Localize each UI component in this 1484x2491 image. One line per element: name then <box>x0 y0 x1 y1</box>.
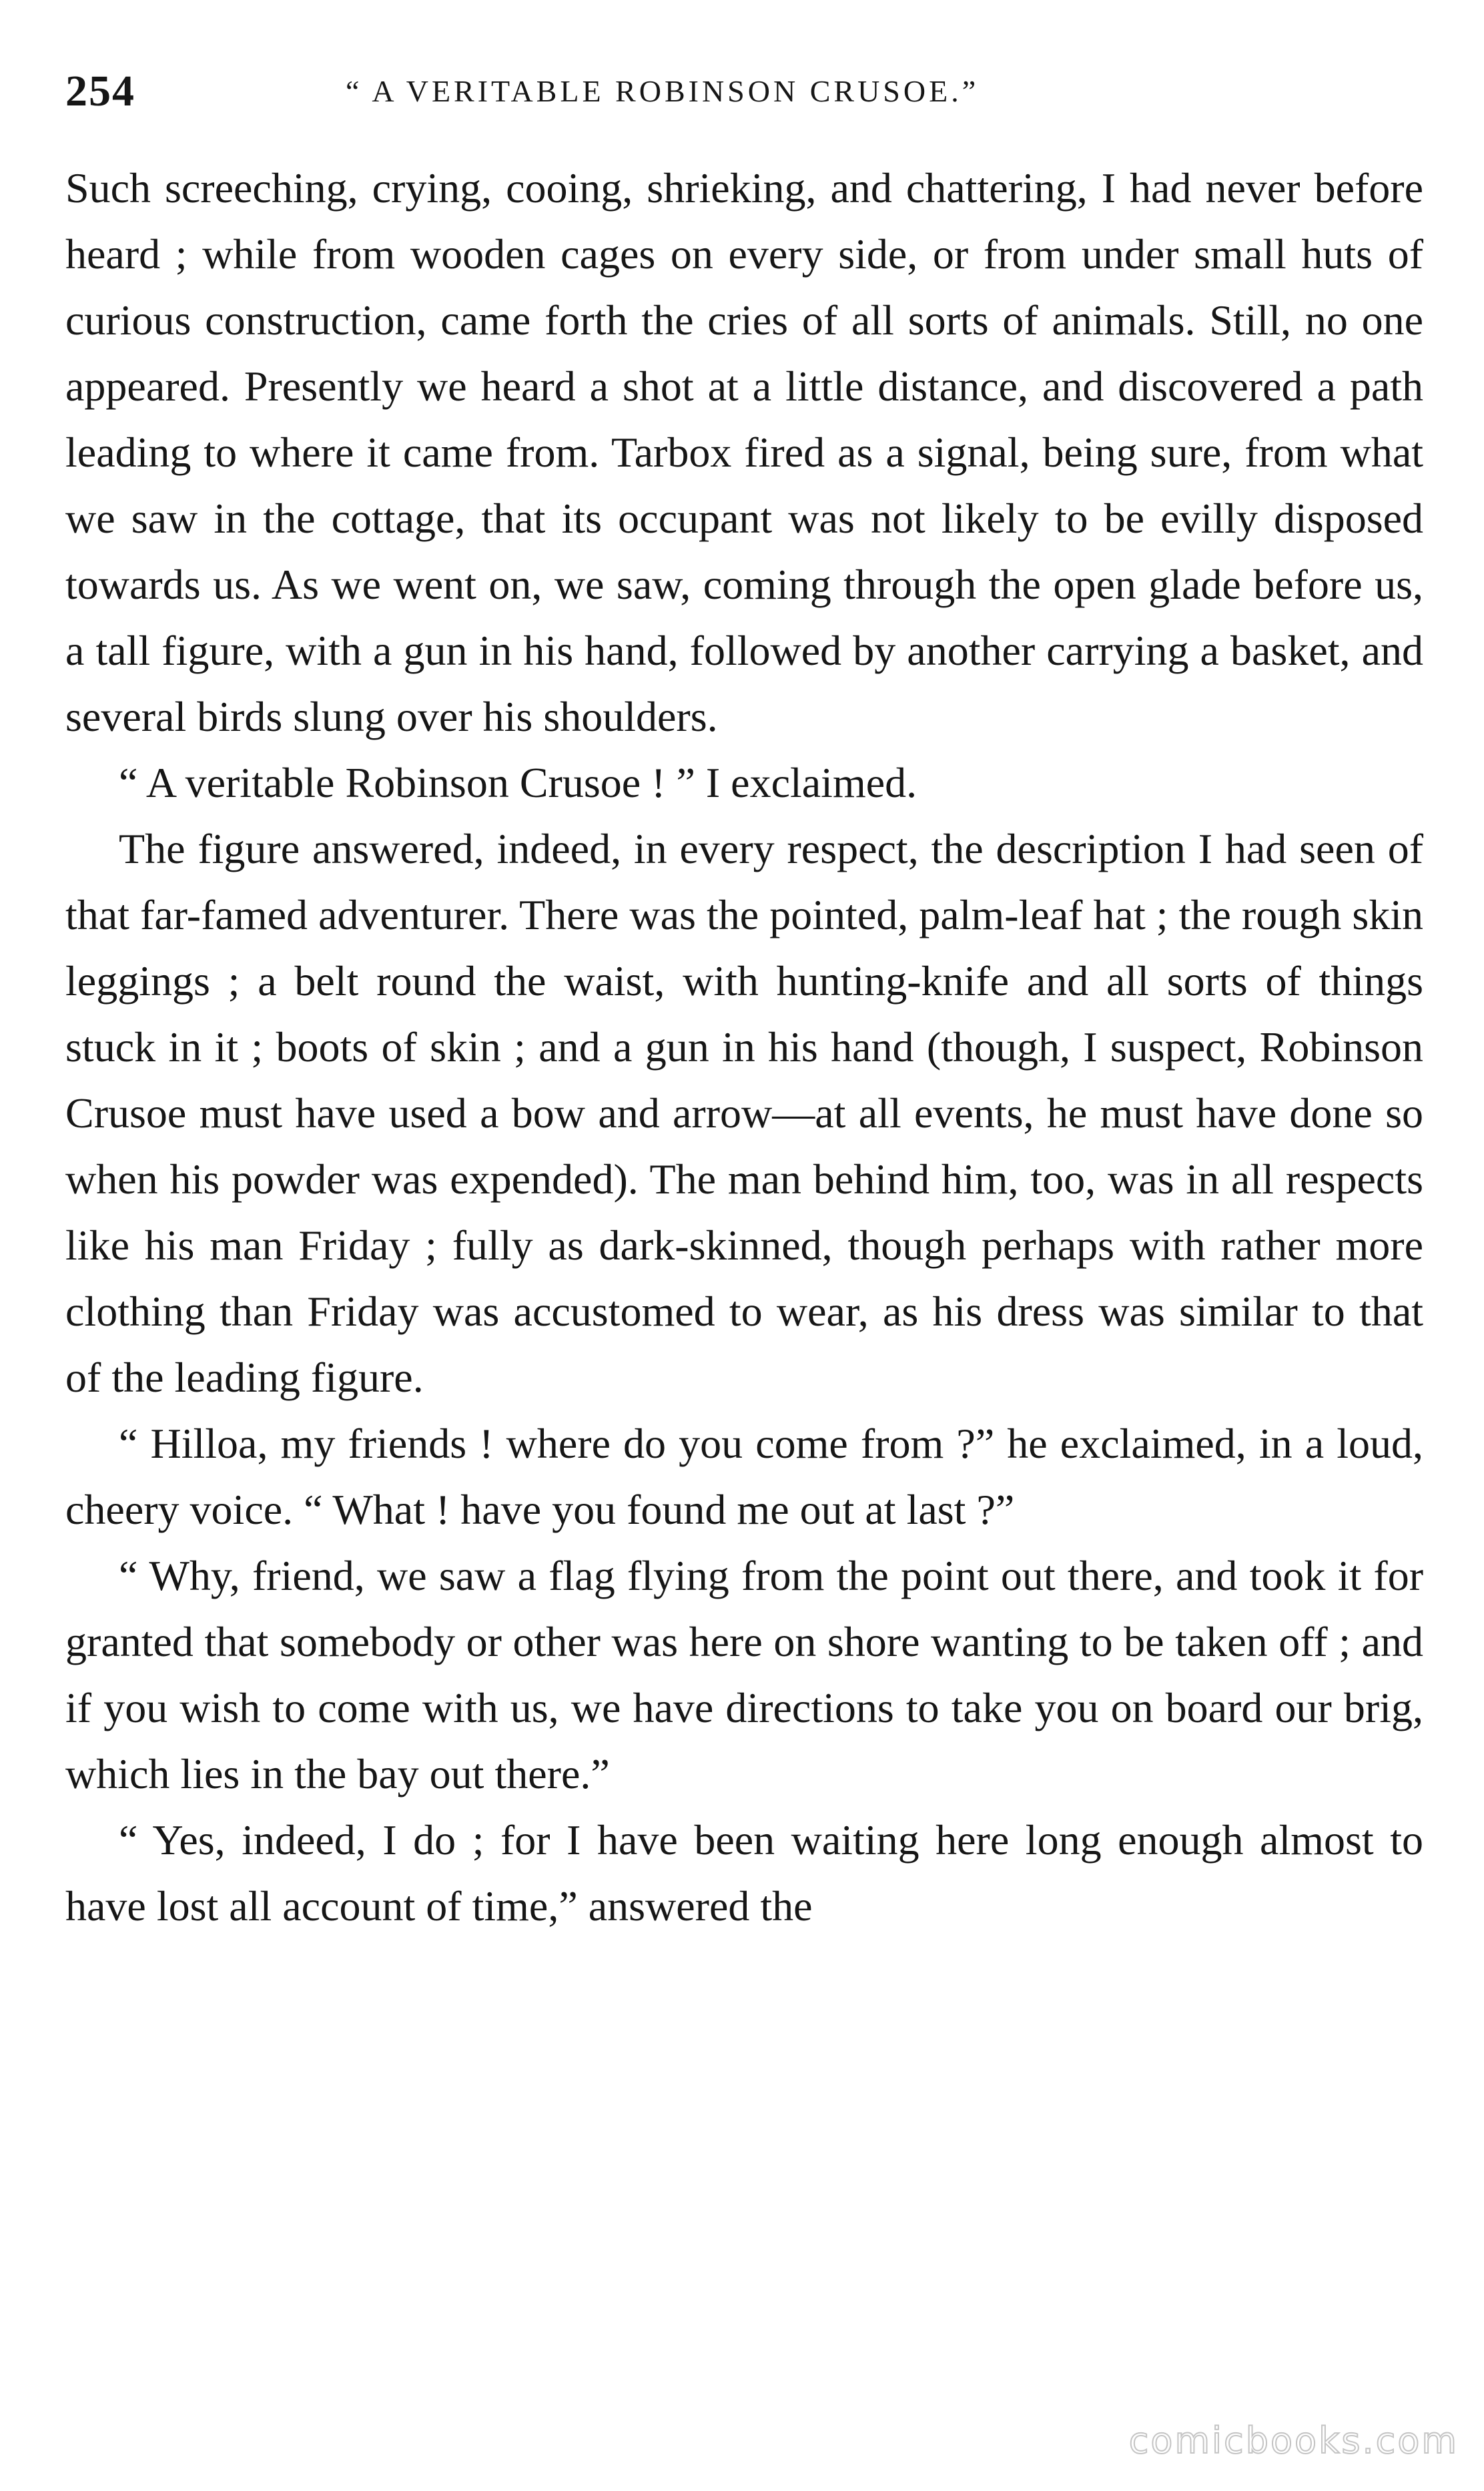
paragraph: “ Why, friend, we saw a flag flying from the point out there, and took it for granted that somebody or other was here on shore wanting to be taken off ; and if you wish to come with us, we have directions to take you on board our brig, which lies in the bay out there.” <box>65 1552 1423 1797</box>
paragraph: “ A veritable Robinson Crusoe ! ” I exclaimed. <box>119 759 917 806</box>
paragraph: “ Yes, indeed, I do ; for I have been waiting here long enough almost to have lost all account of time,” answered the <box>65 1816 1423 1930</box>
page-header <box>65 55 1423 128</box>
paragraph: The figure answered, indeed, in every respect, the description I had seen of that far-famed adventurer. There was the pointed, palm-leaf hat ; the rough skin leggings ; a belt round the waist, with hunting-knife and all sorts of things stuck in it ; boots of skin ; and a gun in his hand (though, I suspect, Robinson Crusoe must have used a bow and arrow—at all events, he must have done so when his powder was expended). The man behind him, too, was in all respects like his man Friday ; fully as dark-skinned, though perhaps with rather more clothing than Friday was accustomed to wear, as his dress was similar to that of the leading figure. <box>65 825 1423 1401</box>
running-head: “ A VERITABLE ROBINSON CRUSOE.” <box>346 74 980 108</box>
paragraph: Such screeching, crying, cooing, shrieking, and chattering, I had never before heard ; while from wooden cages on every side, or from under small huts of curious construction, came forth the cries of all sorts of animals. Still, no one appeared. Presently we heard a shot at a little distance, and discovered a path leading to where it came from. Tarbox fired as a signal, being sure, from what we saw in the cottage, that its occupant was not likely to be evilly disposed towards us. As we went on, we saw, coming through the open glade before us, a tall figure, with a gun in his hand, followed by another carrying a basket, and several birds slung over his shoulders. <box>65 164 1423 740</box>
paragraph: “ Hilloa, my friends ! where do you come from ?” he exclaimed, in a loud, cheery voice. “ What ! have you found me out at last ?” <box>65 1420 1423 1533</box>
page-number: 254 <box>65 67 135 115</box>
body-text <box>65 155 1423 1939</box>
watermark: comicbooks.com <box>1128 2420 1459 2462</box>
